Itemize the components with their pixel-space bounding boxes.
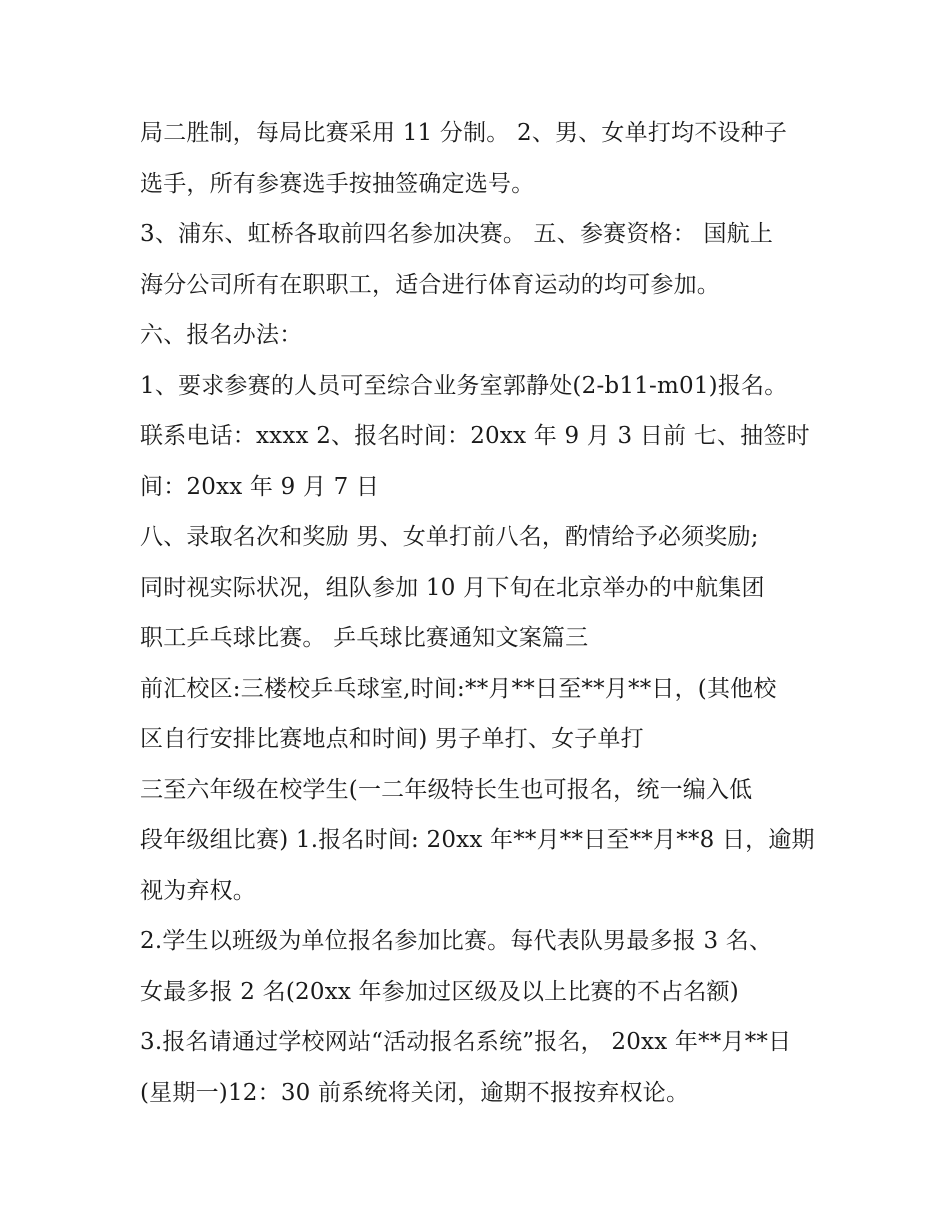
text-line: 职工乒乓球比赛。 乒乓球比赛通知文案篇三 [140,625,589,651]
text-line: 间：20xx 年 9 月 7 日 [140,473,380,500]
section-heading: 六、报名办法： [140,322,303,348]
text-line: 海分公司所有在职职工，适合进行体育运动的均可参加。 [140,271,720,298]
text-line: 1、要求参赛的人员可至综合业务室郭静处(2-b11-m01)报名。 [140,372,788,399]
text-line: (星期一)12：30 前系统将关闭，逾期不报按弃权论。 [140,1079,690,1106]
text-line: 区自行安排比赛地点和时间) 男子单打、女子单打 [140,726,644,752]
text-line: 女最多报 2 名(20xx 年参加过区级及以上比赛的不占名额) [140,978,739,1005]
text-line: 2.学生以班级为单位报名参加比赛。每代表队男最多报 3 名、 [140,928,773,954]
text-line: 3、浦东、虹桥各取前四名参加决赛。 五、参赛资格： 国航上 [140,221,774,247]
text-line: 同时视实际状况，组队参加 10 月下旬在北京举办的中航集团 [140,574,765,601]
text-line: 选手，所有参赛选手按抽签确定选号。 [140,170,535,197]
text-line: 3.报名请通过学校网站“活动报名系统”报名， 20xx 年**月**日 [140,1029,792,1055]
text-line: 视为弃权。 [140,877,256,904]
text-line: 三至六年级在校学生(一二年级特长生也可报名，统一编入低 [140,776,753,803]
text-line: 联系电话：xxxx 2、报名时间：20xx 年 9 月 3 日前 七、抽签时 [140,423,810,449]
text-line: 前汇校区:三楼校乒乓球室,时间:**月**日至**月**日，(其他校 [140,675,777,702]
text-line: 段年级组比赛) 1.报名时间: 20xx 年**月**日至**月**8 日，逾期 [140,827,815,853]
text-line: 局二胜制，每局比赛采用 11 分制。 2、男、女单打均不设种子 [140,120,788,146]
text-line: 八、录取名次和奖励 男、女单打前八名，酌情给予必须奖励; [140,524,759,550]
document-body [140,108,820,1118]
